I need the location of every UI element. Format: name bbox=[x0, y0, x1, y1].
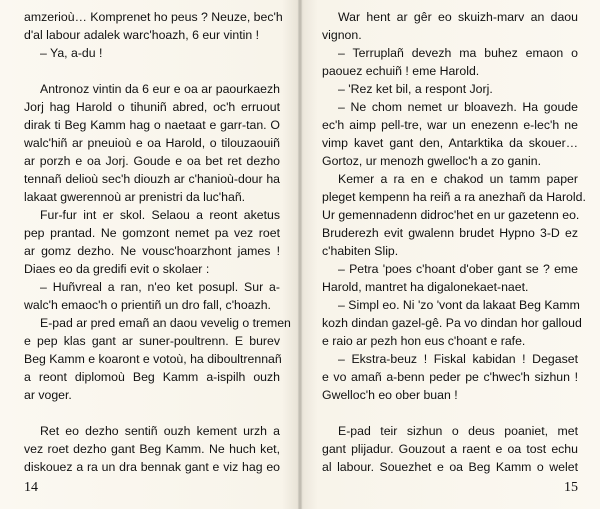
text-line: vimp kavet gant den, Antarktika da skouer… bbox=[322, 136, 578, 150]
text-line: vez roet dezho gant Beg Kamm. Ne huch ket, bbox=[24, 442, 280, 456]
page-number: 14 bbox=[24, 480, 38, 495]
text-line: – Terruplañ devezh ma buhez emaon o bbox=[338, 46, 578, 60]
text-line: kozh dindan gazel-gê. Pa vo dindan hor galloud bbox=[322, 316, 582, 330]
text-line: Beg Kamm e koaront e votoù, ha diboultrennañ bbox=[24, 352, 282, 366]
text-line: e raio ar pezh hon eus c'hoant e rafe. bbox=[322, 334, 526, 348]
text-line: Gortoz, ur menozh gwelloc'h a zo ganin. bbox=[322, 154, 542, 168]
text-line: pleget kempenn ha reiñ a ra anezhañ da Harold. bbox=[322, 190, 586, 204]
left-page bbox=[24, 8, 291, 503]
text-line: Kemer a ra en e chakod un tamm paper bbox=[338, 172, 578, 186]
text-line: walc'hiñ ar pneuioù e oa Harold, o tilouzaouiñ bbox=[24, 136, 280, 150]
text-line: – Ne chom nemet ur bloavezh. Ha goude bbox=[338, 100, 578, 114]
text-line: Jorj hag Harold o tihuniñ abred, oc'h erruout bbox=[24, 100, 280, 114]
text-line: – Ekstra-beuz ! Fiskal kabidan ! Degaset bbox=[338, 352, 578, 366]
text-line: dirak ti Beg Kamm hag o naetaat e garr-tan. O bbox=[24, 118, 280, 132]
text-line: ar gomz dezho. Ne vousc'hoarzhont james ! bbox=[24, 244, 280, 258]
text-line: diskouez a ra un dra bennak gant e viz hag eo bbox=[24, 460, 280, 474]
text-line: paouez echuiñ ! eme Harold. bbox=[322, 64, 480, 78]
text-line: ar voger. bbox=[24, 388, 72, 402]
text-line: amzerioù… Komprenet ho peus ? Neuze, bec'h bbox=[24, 10, 283, 24]
text-line: E-pad teir sizhun o deus poaniet, met bbox=[338, 424, 578, 438]
text-line: – 'Rez ket bil, a respont Jorj. bbox=[338, 82, 493, 96]
right-text-block bbox=[322, 8, 586, 478]
text-line: Antronoz vintin da 6 eur e oa ar paourkaezh bbox=[40, 82, 280, 96]
text-line: Harold, mantret ha digalonekaet-naet. bbox=[322, 280, 529, 294]
text-line: Diaes eo da gredifi evit o skolaer : bbox=[24, 262, 210, 276]
text-line: a reont diplomoù Beg Kamm a-ispilh ouzh bbox=[24, 370, 280, 384]
text-line: c'habiten Slip. bbox=[322, 244, 399, 258]
text-line: e vo amañ a-benn peder pe c'hwec'h sizhun ! bbox=[322, 370, 578, 384]
page-number: 15 bbox=[564, 480, 578, 495]
text-line: E-pad ar pred emañ an daou vevelig o tremen bbox=[40, 316, 291, 330]
text-line: Fur-fur int er skol. Selaou a reont aketus bbox=[40, 208, 280, 222]
text-line: tennañ delioù sec'h diouzh ar c'hanioù-dour ha bbox=[24, 172, 280, 186]
text-line: Gwelloc'h eo ober buan ! bbox=[322, 388, 458, 402]
text-line: walc'h emaoc'h o prientiñ un dro fall, c'hoazh. bbox=[24, 298, 271, 312]
text-line: pep prantad. Ne gomzont nemet pa vez roet bbox=[24, 226, 280, 240]
text-line: vignon. bbox=[322, 28, 362, 42]
text-line: – Petra 'poes c'hoant d'ober gant se ? eme bbox=[338, 262, 578, 276]
text-line: lakaat gwerennoù ar prenistri da luc'hañ. bbox=[24, 190, 246, 204]
text-line: – Simpl eo. Ni 'zo 'vont da lakaat Beg Kamm bbox=[338, 298, 580, 312]
text-line: ec'h aimp pell-tre, war un enezenn e-lec'h ne bbox=[322, 118, 578, 132]
text-line: War hent ar gêr eo skuizh-marv an daou bbox=[338, 10, 578, 24]
text-line: e pep klas gant ar suner-poultrenn. E burev bbox=[24, 334, 280, 348]
text-line: gant plijadur. Gouzout a raent e oa tost echu bbox=[322, 442, 578, 456]
text-line: Ur gemennadenn didroc'het en ur gazetenn eo. bbox=[322, 208, 580, 222]
text-line: Bruderezh evit gwalenn brudet Hypno 3-D ez bbox=[322, 226, 578, 240]
book-spine bbox=[298, 0, 302, 509]
text-line: Ret eo dezho sentiñ ouzh kement urzh a bbox=[40, 424, 280, 438]
text-line: d'al labour adalek warc'hoazh, 6 eur vintin ! bbox=[24, 28, 260, 42]
text-line: ar porzh e oa Jorj. Goude e oa bet ret dezho bbox=[24, 154, 280, 168]
left-text-block bbox=[24, 8, 291, 478]
right-page bbox=[322, 8, 586, 503]
text-line: – Huñvreal a ran, n'eo ket posupl. Sur a- bbox=[40, 280, 280, 294]
text-line: al labour. Souezhet e oa Beg Kamm o welet bbox=[322, 460, 578, 474]
text-line: – Ya, a-du ! bbox=[40, 46, 103, 60]
